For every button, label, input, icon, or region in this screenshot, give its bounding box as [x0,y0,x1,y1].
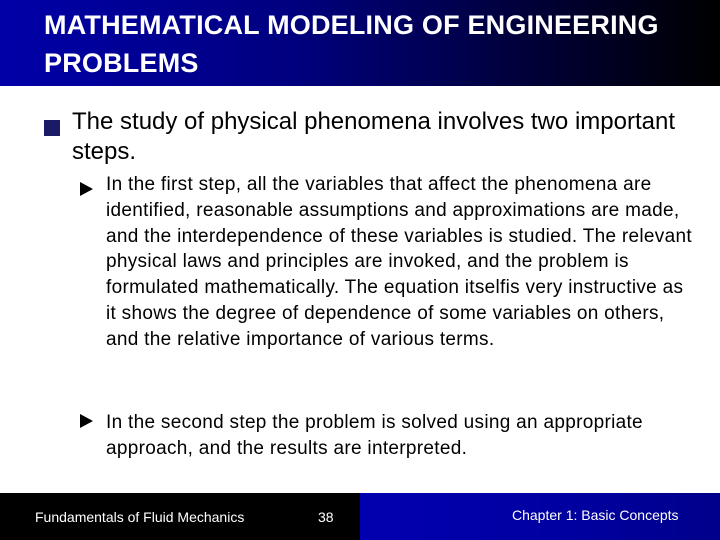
footer-bar [0,493,720,540]
title-bar [0,0,720,86]
footer-chapter-title: Chapter 1: Basic Concepts [512,507,679,523]
main-bullet-text: The study of physical phenomena involves two important steps. [72,108,675,165]
page-number: 38 [318,509,334,525]
triangle-bullet-icon [80,182,93,196]
triangle-bullet-icon [80,414,93,428]
slide-title: MATHEMATICAL MODELING OF ENGINEERING PROBLEMS [44,10,659,78]
sub-bullet-text-1: In the first step, all the variables that affect the phenomena are identified, reasonable assumptions and approximations are made, and the interdependence of these variables is studied. The relevant physical laws and principles are invoked, and the problem is formulated mathematically. The equation itselfis very instructive as it shows the degree of dependence of some variables on others, and the relative importance of various terms. [106,174,692,350]
square-bullet-icon [44,120,60,136]
sub-bullet-text-2: In the second step the problem is solved using an appropriate approach, and the results are interpreted. [106,412,643,459]
footer-course-title: Fundamentals of Fluid Mechanics [35,509,245,525]
